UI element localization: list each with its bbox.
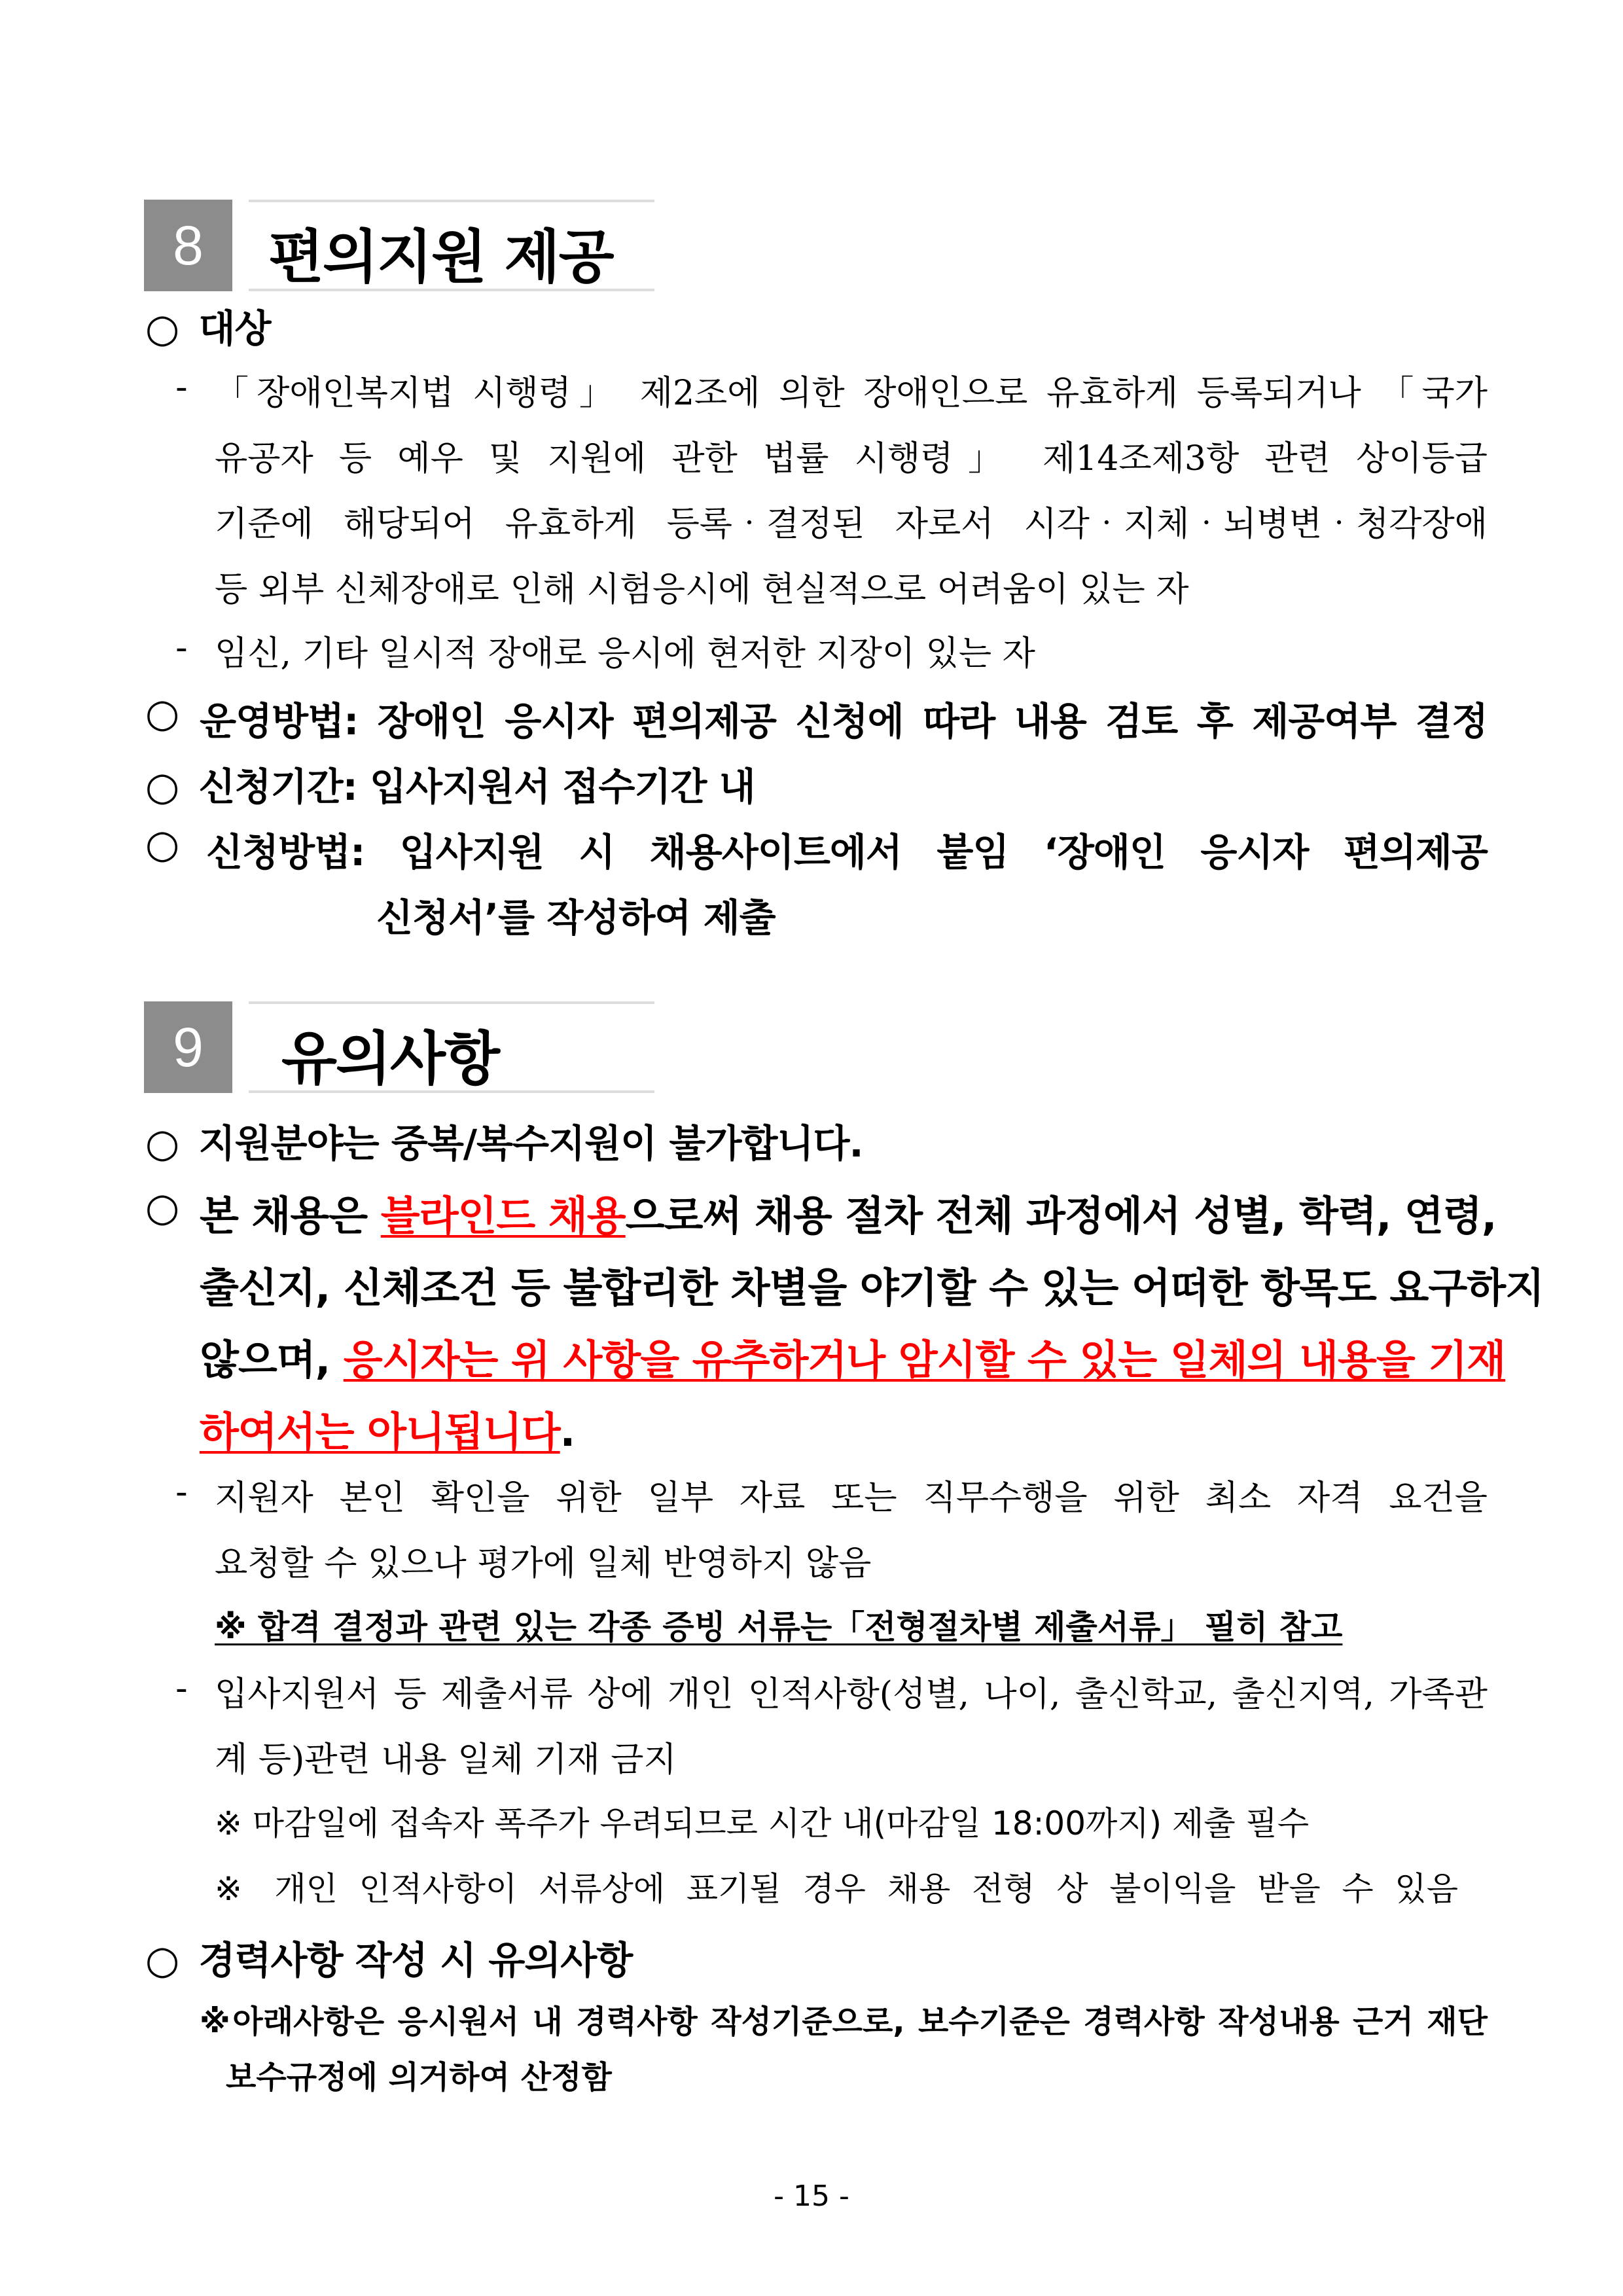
section-9-header xyxy=(144,1001,654,1093)
blind-hiring-highlight: 블라인드 채용 xyxy=(380,1192,626,1240)
section-title-box xyxy=(249,1001,654,1093)
warning-highlight: 응시자는 위 사항을 유추하거나 암시할 수 있는 일체의 내용을 기재 xyxy=(343,1336,1506,1384)
method-text-line-2: 신청서’를 작성하여 제출 xyxy=(376,895,776,940)
sub-item-1-line-1: 지원자 본인 확인을 위한 일부 자료 또는 직무수행을 위한 최소 자격 요건을 xyxy=(215,1479,1488,1518)
section-title-box xyxy=(249,200,654,291)
section-8-header xyxy=(144,200,654,291)
operation-item: ○ xyxy=(145,691,180,736)
career-note-line-1: ※아래사항은 응시원서 내 경력사항 작성기준으로, 보수기준은 경력사항 작성내용 근거 재단 xyxy=(200,2003,1488,2040)
dash-marker: - xyxy=(175,628,188,668)
sub-item-2-line-2: 계 등)관련 내용 일체 기재 금지 xyxy=(215,1740,677,1780)
sub-item-2-line-1: 입사지원서 등 제출서류 상에 개인 인적사항(성별, 나이, 출신학교, 출신지역, 가족관 xyxy=(215,1675,1488,1714)
note-deadline: ※ 마감일에 접속자 폭주가 우려되므로 시간 내(마감일 18:00까지) 제출 필수 xyxy=(215,1804,1310,1842)
career-note-line-2: 보수규정에 의거하여 산정함 xyxy=(226,2059,612,2096)
target-item-1-line-1: 「장애인복지법 시행령」 제2조에 의한 장애인으로 유효하게 등록되거나 「국가 xyxy=(215,374,1488,413)
blind-line-3: 않으며, 응시자는 위 사항을 유추하거나 암시할 수 있는 일체의 내용을 기재 xyxy=(200,1336,1506,1384)
target-item-2: 임신, 기타 일시적 장애로 응시에 현저한 지장이 있는 자 xyxy=(215,634,1035,673)
period-item: ○ 신청기간: 입사지원서 접수기간 내 xyxy=(145,764,755,810)
note-required-documents: ※ 합격 결정과 관련 있는 각종 증빙 서류는「전형절차별 제출서류」 필히 참고 xyxy=(215,1608,1343,1646)
dash-marker: - xyxy=(175,1473,188,1512)
section-number: 8 xyxy=(144,200,232,291)
section-number: 9 xyxy=(144,1001,232,1093)
method-text-line-1: 신청방법: 입사지원 시 채용사이트에서 붙임 ‘장애인 응시자 편의제공 xyxy=(206,830,1488,874)
warning-highlight-cont: 하여서는 아니됩니다 xyxy=(200,1408,560,1456)
page-number: - 15 - xyxy=(774,2179,849,2213)
target-item-1-line-4: 등 외부 신체장애로 인해 시험응시에 현실적으로 어려움이 있는 자 xyxy=(215,570,1189,609)
target-item-1-line-3: 기준에 해당되어 유효하게 등록‧결정된 자로서 시각‧지체‧뇌병변‧청각장애 xyxy=(215,505,1488,544)
note-disadvantage: ※ 개인 인적사항이 서류상에 표기될 경우 채용 전형 상 불이익을 받을 수 있음 xyxy=(215,1870,1458,1908)
notice-item-1: ○ 지원분야는 중복/복수지원이 불가합니다. xyxy=(145,1121,863,1166)
section-title: 편의지원 제공 xyxy=(268,223,613,291)
dash-marker: - xyxy=(175,1669,188,1708)
blind-line-4: 하여서는 아니됩니다. xyxy=(200,1408,575,1456)
target-item-1-line-2: 유공자 등 예우 및 지원에 관한 법률 시행령」 제14조제3항 관련 상이등급 xyxy=(215,439,1488,478)
blind-line-1: 본 채용은 블라인드 채용으로써 채용 절차 전체 과정에서 성별, 학력, 연령, xyxy=(200,1192,1497,1240)
operation-text: 운영방법: 장애인 응시자 편의제공 신청에 따라 내용 검토 후 제공여부 결정 xyxy=(200,699,1488,744)
method-item: ○ xyxy=(145,821,180,867)
dash-marker: - xyxy=(175,368,188,407)
career-heading: ○ 경력사항 작성 시 유의사항 xyxy=(145,1937,633,1983)
section-title: 유의사항 xyxy=(281,1025,499,1092)
notice-item-2-bullet: ○ xyxy=(145,1185,180,1230)
sub-item-1-line-2: 요청할 수 있으나 평가에 일체 반영하지 않음 xyxy=(215,1544,872,1583)
target-heading: ○ 대상 xyxy=(145,306,271,351)
blind-line-2: 출신지, 신체조건 등 불합리한 차별을 야기할 수 있는 어떠한 항목도 요구하지 xyxy=(200,1264,1544,1312)
